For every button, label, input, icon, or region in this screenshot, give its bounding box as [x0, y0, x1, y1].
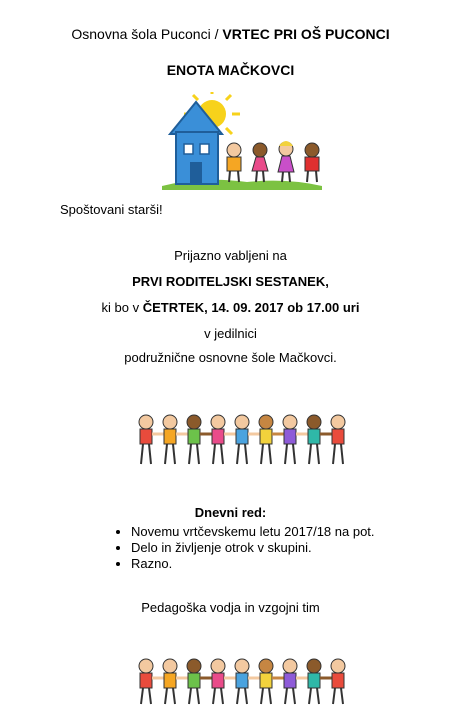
event-location: v jedilnici — [204, 326, 257, 341]
child-figure — [187, 415, 212, 464]
agenda-item: • Razno. — [131, 556, 375, 572]
event-date-value: ČETRTEK, 14. 09. 2017 ob 17.00 uri — [142, 300, 360, 315]
agenda-list — [93, 524, 375, 572]
school-name: Osnovna šola Puconci / — [71, 26, 223, 42]
child-figure — [278, 141, 294, 182]
event-date — [0, 300, 461, 315]
child-figure — [163, 659, 188, 704]
child-figure — [163, 415, 188, 464]
child-figure — [187, 659, 212, 704]
greeting: Spoštovani starši! — [60, 202, 163, 217]
child-figure — [259, 415, 284, 464]
child-figure — [307, 415, 332, 464]
child-figure — [331, 415, 345, 464]
event-location-school: podružnične osnovne šole Mačkovci. — [124, 350, 337, 365]
child-figure — [227, 143, 241, 182]
child-figure — [252, 143, 268, 182]
house-children-illustration — [162, 92, 332, 190]
child-figure — [139, 415, 164, 464]
invitation-line: Prijazno vabljeni na — [174, 248, 287, 263]
event-date-prefix: ki bo v — [101, 300, 143, 315]
kindergarten-name: VRTEC PRI OŠ PUCONCI — [222, 26, 390, 42]
letterhead — [0, 26, 461, 42]
agenda-item: • Novemu vrtčevskemu letu 2017/18 na pot. — [131, 524, 375, 540]
child-figure — [305, 143, 319, 182]
child-figure — [211, 415, 236, 464]
unit-name: ENOTA MAČKOVCI — [166, 62, 295, 78]
agenda-item: • Delo in življenje otrok v skupini. — [131, 540, 375, 556]
children-chain-illustration — [136, 656, 356, 710]
signature: Pedagoška vodja in vzgojni tim — [141, 600, 320, 615]
child-figure — [211, 659, 236, 704]
children-chain-illustration — [136, 412, 356, 470]
event-title: PRVI RODITELJSKI SESTANEK, — [132, 274, 329, 289]
child-figure — [283, 415, 308, 464]
child-figure — [331, 659, 345, 704]
child-figure — [259, 659, 284, 704]
child-figure — [235, 659, 260, 704]
child-figure — [307, 659, 332, 704]
agenda-title: Dnevni red: — [194, 505, 267, 520]
child-figure — [235, 415, 260, 464]
child-figure — [283, 659, 308, 704]
child-figure — [139, 659, 164, 704]
